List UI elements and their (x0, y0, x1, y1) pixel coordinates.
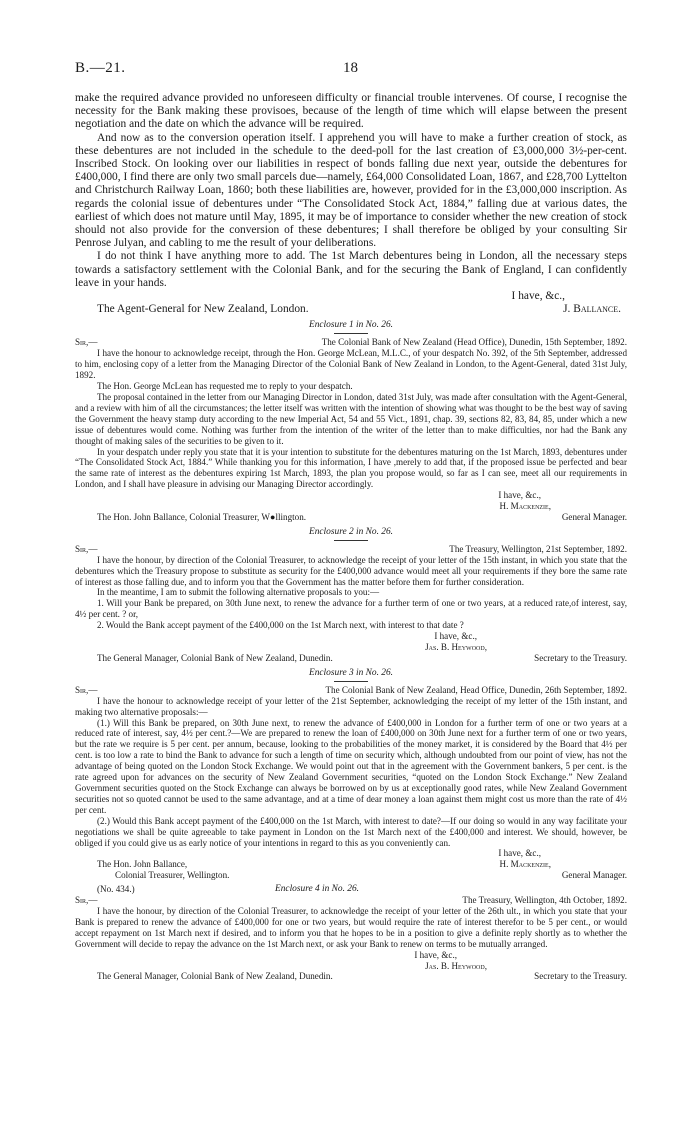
enclosure-1 (75, 320, 627, 522)
paragraph: I have the honour, by direction of the Colonial Treasurer, to acknowledge the receipt of your letter of the 15th instant, in which you state that the debentures which the Treasury propose to substitute as security for the £400,000 advance would meet all your requirements if they bore the same rate of interest as those falling due, and to inform you that the Government has the matter before them for further consideration. (75, 554, 627, 587)
enclosure-heading: Enclosure 4 in No. 26. (275, 884, 360, 895)
salutation: Sir,— (75, 543, 98, 554)
signature: J. Ballance. (563, 303, 621, 316)
paragraph: The proposal contained in the letter from our Managing Director in London, dated 31st July, was made after consultation with the Agent-General, and a review with him of all the circumstances; the letter itself was written with the intention of showing what was thought to be the best way of saving the Government the heavy stamp duty according to the new Imperial Act, 54 and 55 Vict., 1891, chap. 39, sections 82, 83, 84, 85, under which a new issue of debentures would come. Nothing was further from the intention of the writer of the letter than to make difficulties, nor had the Bank any thought of making sales of the securities to be given to it. (75, 391, 627, 446)
paragraph: In the meantime, I am to submit the following alternative proposals to you:— (97, 587, 380, 598)
enclosure-heading: Enclosure 3 in No. 26. (308, 667, 394, 678)
signer-title: Secretary to the Treasury. (534, 971, 627, 982)
signer: H. Mackenzie, (499, 501, 551, 512)
paragraph: 2. Would the Bank accept payment of the £400,000 on the 1st March next, with interest to that date ? (97, 620, 464, 631)
closing: I have, &c., (414, 949, 457, 960)
signer-title: General Manager. (561, 511, 627, 522)
document-reference: B.—21. (75, 60, 126, 76)
addressee: The General Manager, Colonial Bank of New Zealand, Dunedin. (97, 652, 333, 663)
signer: Jas. B. Heywood, (425, 960, 487, 971)
addressee: The Hon. John Ballance, (97, 859, 188, 870)
dateline: The Treasury, Wellington, 4th October, 1892. (462, 895, 627, 906)
salutation: Sir,— (75, 895, 98, 906)
salutation: Sir,— (75, 337, 98, 348)
divider (334, 681, 368, 682)
closing: I have, &c., (434, 631, 477, 642)
closing: I have, &c., (498, 490, 541, 501)
closing: I have, &c., (511, 290, 565, 303)
signer: Jas. B. Heywood, (425, 642, 487, 653)
enclosure-4 (75, 884, 627, 982)
paragraph: I have the honour, by direction of the Colonial Treasurer, to acknowledge the receipt of your letter of the 26th ult., in which you state that your Bank is prepared to renew the advance of £400,000 for one or two years, but would require the rate of interest therefor to be 5 per cent., or would accept repayment on 1st March next if desired, and to inform you that he hopes to be in a position to give a definite reply shortly as to whether the Government will decide to repay the advance on the 1st March next, or ask your Bank to renew on terms to be mutually arranged. (75, 906, 627, 949)
paragraph: 1. Will your Bank be prepared, on 30th June next, to renew the advance for a further term of one or two years, at a reduced rate,of interest, say, 4½ per cent. ? or, (75, 598, 627, 620)
enclosure-2 (75, 527, 627, 664)
paragraph: make the required advance provided no unforeseen difficulty or financial trouble intervenes. Of course, I recognise the necessity for the Bank making these provisoes, because of the length of time which will elapse between the present negotiation and the date on which the advance will be required. (75, 92, 627, 131)
paragraph: The Hon. George McLean has requested me to reply to your despatch. (97, 381, 353, 392)
paragraph: I have the honour to acknowledge receipt of your letter of the 21st September, acknowledging the receipt of my letter of the 15th instant, and making two alternative proposals:— (75, 695, 627, 717)
dateline: The Colonial Bank of New Zealand (Head Office), Dunedin, 15th September, 1892. (321, 337, 627, 348)
addressee: The Agent-General for New Zealand, London. (97, 303, 309, 316)
dateline: The Colonial Bank of New Zealand, Head Office, Dunedin, 26th September, 1892. (325, 684, 627, 695)
salutation: Sir,— (75, 684, 98, 695)
divider (334, 333, 368, 334)
enclosure-heading: Enclosure 2 in No. 26. (308, 526, 394, 537)
enclosure-3 (75, 668, 627, 881)
main-letter (75, 92, 627, 316)
signer-title: Secretary to the Treasury. (534, 652, 627, 663)
page-header (75, 60, 627, 82)
dateline: The Treasury, Wellington, 21st September, 1892. (449, 543, 627, 554)
closing: I have, &c., (498, 848, 541, 859)
page-number: 18 (343, 60, 358, 76)
signer: H. Mackenzie, (499, 859, 551, 870)
paragraph: And now as to the conversion operation itself. I apprehend you will have to make a further creation of stock, as these debentures are not included in the schedule to the deed-poll for the last creation of £3,000,000 3½-per-cent. Inscribed Stock. On looking over our liabilities in respect of bonds falling due next year, outside the debentures for £400,000, I find there are only two small parcels due—namely, £64,000 Consolidated Loan, 1867, and £28,700 Lyttelton and Christchurch Railway Loan, 1860; both these liabilities are, however, provided for in the £3,000,000 inscription. As regards the colonial issue of debentures under “The Consolidated Stock Act, 1884,” falling due at various dates, the earliest of which does not mature until May, 1895, it may be of importance to consider whether the new creation of stock should not also provide for the conversion of these debentures; I shall therefore be obliged by your consulting Sir Penrose Julyan, and cabling to me the result of your deliberations. (75, 131, 627, 250)
signer-title: General Manager. (561, 870, 627, 881)
letter-number: (No. 434.) (97, 884, 135, 895)
paragraph: (1.) Will this Bank be prepared, on 30th June next, to renew the advance of £400,000 in London for a further term of one or two years at a reduced rate of interest, say, 4½ per cent.?—We are prepared to renew the loan of £400,000 on 30th June next for a further term of one or two years, but the rate we require is 5 per cent. per annum, because, looking to the probabilities of the money market, it is considered by the Board that 4½ per cent. is too low a rate to bind the Bank to advance for such a length of time on security which, although undoubted from our point of view, has not the advantage of being quoted on the London Stock Exchange. We would point out that in the agreement with the Government bankers, 5 per cent. is the rate agreed upon for advances on the security of New Zealand Government securities, “quoted on the London Stock Exchange.” New Zealand Government securities quoted on the Stock Exchange can always be borrowed on by us at exceptionally good rates, while New Zealand Government securities not so quoted cannot be used to the same advantage, and at a time of dear money a loan against them might cost us more than the rate of 4½ per cent. (75, 717, 627, 815)
paragraph: In your despatch under reply you state that it is your intention to substitute for the debentures maturing on the 1st March, 1893, debentures under “The Consolidated Stock Act, 1884.” While thanking you for this information, I have ,merely to add that, if the proposed issue be perfected and bear the same rate of interest as the debentures expiring 1st March, 1893, the plan you propose would, so far as I can see, meet all our requirements in London, and I shall have pleasure in advising our Managing Director accordingly. (75, 446, 627, 490)
page-body (75, 92, 627, 985)
paragraph: I do not think I have anything more to add. The 1st March debentures being in London, all the necessary steps towards a satisfactory settlement with the Colonial Bank, and for the securing the Bank of England, I can confidently leave in your hands. (75, 250, 627, 289)
divider (334, 540, 368, 541)
addressee: The Hon. John Ballance, Colonial Treasurer, W●llington. (97, 511, 307, 522)
paragraph: (2.) Would this Bank accept payment of the £400,000 on the 1st March, with interest to date?—If our doing so would in any way facilitate your negotiations we shall be quite agreeable to take payment in London on the 1st March next of the £400,000 and interest. We should, however, be obliged if you could give us as early notice of your intentions in regard to this as you conveniently can. (75, 815, 627, 848)
enclosure-heading: Enclosure 1 in No. 26. (308, 320, 394, 331)
paragraph: I have the honour to acknowledge receipt, through the Hon. George McLean, M.L.C., of your despatch No. 392, of the 5th September, addressed to him, enclosing copy of a letter from the Managing Director of the Colonial Bank of New Zealand in London, to the Agent-General, dated 31st July, 1892. (75, 348, 627, 381)
addressee: Colonial Treasurer, Wellington. (115, 870, 230, 881)
addressee: The General Manager, Colonial Bank of New Zealand, Dunedin. (97, 971, 333, 982)
